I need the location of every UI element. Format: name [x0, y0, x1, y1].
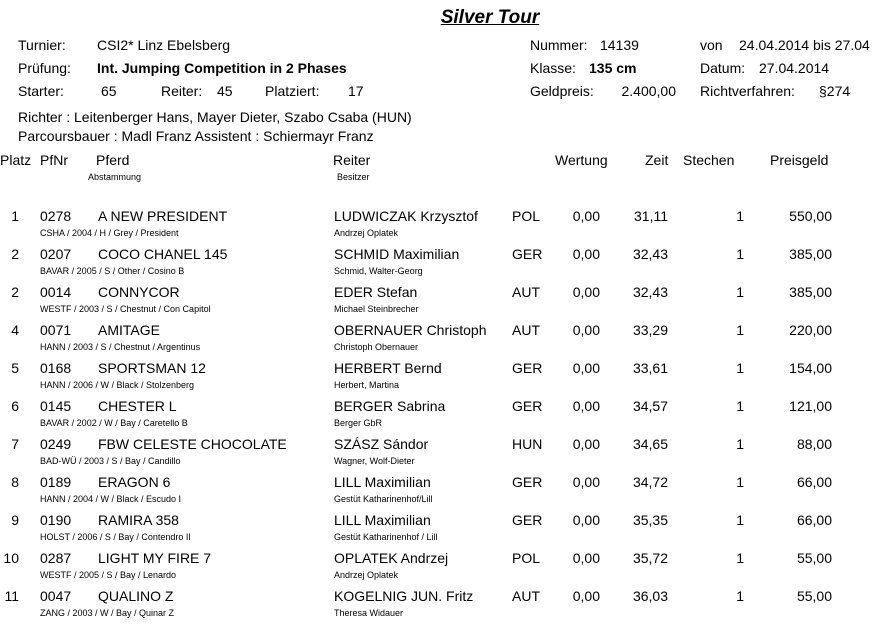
parcours-line: Parcoursbauer : Madl Franz Assistent : Schiermayr Franz [18, 128, 374, 144]
nummer-label: Nummer: [530, 37, 588, 53]
reiter-cell: KOGELNIG JUN. Fritz [334, 588, 474, 604]
pferd-cell: QUALINO Z [98, 588, 174, 604]
pfnr-cell: 0278 [40, 208, 72, 224]
pfnr-cell: 0168 [40, 360, 72, 376]
zeit-cell: 35,72 [632, 550, 668, 566]
stechen-cell: 1 [736, 474, 744, 490]
header-besitzer: Besitzer [337, 172, 370, 182]
wertung-cell: 0,00 [572, 360, 600, 376]
zeit-cell: 35,35 [632, 512, 668, 528]
platz-cell: 4 [11, 322, 19, 338]
pferd-cell: ERAGON 6 [98, 474, 171, 490]
pferd-cell: CHESTER L [98, 398, 177, 414]
besitzer-cell: Herbert, Martina [334, 380, 400, 390]
pferd-cell: CONNYCOR [98, 284, 180, 300]
reiter-cell: HERBERT Bernd [334, 360, 442, 376]
platz-cell: 9 [11, 512, 19, 528]
header-stechen: Stechen [683, 152, 735, 168]
table-row [0, 284, 877, 322]
header-abstammung: Abstammung [88, 172, 142, 182]
zeit-cell: 31,11 [634, 208, 668, 224]
table-row [0, 246, 877, 284]
richter-line: Richter : Leitenberger Hans, Mayer Dieter, Szabo Csaba (HUN) [18, 109, 412, 125]
zeit-cell: 34,65 [632, 436, 668, 452]
abstammung-cell: WESTF / 2003 / S / Chestnut / Con Capitol [40, 304, 211, 314]
preisgeld-cell: 55,00 [796, 550, 832, 566]
preisgeld-cell: 121,00 [789, 398, 832, 414]
pferd-cell: SPORTSMAN 12 [98, 360, 206, 376]
zeit-cell: 36,03 [632, 588, 668, 604]
header-preisgeld: Preisgeld [770, 152, 829, 168]
besitzer-cell: Andrzej Oplatek [334, 570, 399, 580]
pferd-cell: COCO CHANEL 145 [98, 246, 228, 262]
platz-cell: 2 [11, 284, 19, 300]
reiter-cell: LILL Maximilian [334, 512, 431, 528]
platz-cell: 8 [11, 474, 19, 490]
nummer-value: 14139 [600, 37, 639, 53]
nation-cell: AUT [512, 588, 540, 604]
abstammung-cell: BAD-WÜ / 2003 / S / Bay / Candillo [40, 456, 181, 466]
wertung-cell: 0,00 [572, 208, 600, 224]
wertung-cell: 0,00 [572, 246, 600, 262]
starter-value: 65 [101, 83, 117, 99]
nation-cell: GER [512, 398, 543, 414]
platz-cell: 6 [11, 398, 19, 414]
besitzer-cell: Christoph Obernauer [334, 342, 419, 352]
platziert-value: 17 [348, 83, 364, 99]
nation-cell: GER [512, 246, 543, 262]
wertung-cell: 0,00 [572, 322, 600, 338]
geldpreis-label: Geldpreis: [530, 83, 594, 99]
pfnr-cell: 0145 [40, 398, 72, 414]
reiter-cell: BERGER Sabrina [334, 398, 446, 414]
stechen-cell: 1 [736, 550, 744, 566]
platz-cell: 10 [3, 550, 19, 566]
starter-label: Starter: [18, 83, 64, 99]
pfnr-cell: 0071 [40, 322, 72, 338]
besitzer-cell: Berger GbR [334, 418, 383, 428]
besitzer-cell: Andrzej Oplatek [334, 228, 399, 238]
preisgeld-cell: 385,00 [789, 284, 832, 300]
turnier-value: CSI2* Linz Ebelsberg [97, 37, 231, 53]
preisgeld-cell: 220,00 [789, 322, 832, 338]
wertung-cell: 0,00 [572, 588, 600, 604]
zeit-cell: 33,29 [632, 322, 668, 338]
von-value: 24.04.2014 bis 27.04 [739, 37, 870, 53]
pfnr-cell: 0190 [40, 512, 72, 528]
besitzer-cell: Schmid, Walter-Georg [334, 266, 423, 276]
reiter-cell: SZÁSZ Sándor [334, 436, 429, 452]
header-wertung: Wertung [555, 152, 608, 168]
wertung-cell: 0,00 [572, 436, 600, 452]
preisgeld-cell: 154,00 [789, 360, 832, 376]
pfnr-cell: 0014 [40, 284, 72, 300]
nation-cell: GER [512, 512, 543, 528]
reiter-cell: OPLATEK Andrzej [334, 550, 449, 566]
platziert-label: Platziert: [265, 83, 320, 99]
header-zeit: Zeit [645, 152, 669, 168]
abstammung-cell: HANN / 2006 / W / Black / Stolzenberg [40, 380, 195, 390]
reiter-cell: LUDWICZAK Krzysztof [334, 208, 478, 224]
pferd-cell: RAMIRA 358 [98, 512, 179, 528]
wertung-cell: 0,00 [572, 474, 600, 490]
zeit-cell: 32,43 [632, 284, 668, 300]
besitzer-cell: Theresa Widauer [334, 608, 404, 618]
abstammung-cell: BAVAR / 2005 / S / Other / Cosino B [40, 266, 185, 276]
geldpreis-value: 2.400,00 [621, 83, 676, 99]
turnier-label: Turnier: [18, 37, 66, 53]
abstammung-cell: WESTF / 2005 / S / Bay / Lenardo [40, 570, 177, 580]
zeit-cell: 34,72 [632, 474, 668, 490]
besitzer-cell: Wagner, Wolf-Dieter [334, 456, 415, 466]
abstammung-cell: ZANG / 2003 / W / Bay / Quinar Z [40, 608, 175, 618]
preisgeld-cell: 550,00 [789, 208, 832, 224]
pfnr-cell: 0047 [40, 588, 72, 604]
reiter-label: Reiter: [161, 83, 203, 99]
besitzer-cell: Gestüt Katharinenhof / Lill [334, 532, 438, 542]
header-platz: Platz [0, 152, 32, 168]
nation-cell: POL [512, 550, 541, 566]
abstammung-cell: HANN / 2003 / S / Chestnut / Argentinus [40, 342, 201, 352]
zeit-cell: 34,57 [632, 398, 668, 414]
platz-cell: 2 [11, 246, 19, 262]
table-row [0, 436, 877, 474]
nation-cell: HUN [512, 436, 543, 452]
stechen-cell: 1 [736, 322, 744, 338]
pruefung-label: Prüfung: [18, 60, 71, 76]
stechen-cell: 1 [736, 208, 744, 224]
stechen-cell: 1 [736, 436, 744, 452]
table-row [0, 550, 877, 588]
klasse-value: 135 cm [589, 60, 637, 76]
besitzer-cell: Michael Steinbrecher [334, 304, 419, 314]
von-label: von [700, 37, 723, 53]
stechen-cell: 1 [736, 512, 744, 528]
nation-cell: POL [512, 208, 541, 224]
reiter-value: 45 [217, 83, 233, 99]
pruefung-value: Int. Jumping Competition in 2 Phases [97, 60, 347, 76]
stechen-cell: 1 [736, 398, 744, 414]
nation-cell: GER [512, 474, 543, 490]
table-row [0, 512, 877, 550]
wertung-cell: 0,00 [572, 284, 600, 300]
preisgeld-cell: 385,00 [789, 246, 832, 262]
reiter-cell: EDER Stefan [334, 284, 418, 300]
richtverfahren-label: Richtverfahren: [700, 83, 795, 99]
platz-cell: 1 [11, 208, 19, 224]
nation-cell: AUT [512, 284, 540, 300]
preisgeld-cell: 66,00 [796, 474, 832, 490]
platz-cell: 11 [4, 588, 19, 604]
zeit-cell: 33,61 [632, 360, 668, 376]
nation-cell: AUT [512, 322, 540, 338]
wertung-cell: 0,00 [572, 550, 600, 566]
stechen-cell: 1 [736, 360, 744, 376]
stechen-cell: 1 [736, 284, 744, 300]
nation-cell: GER [512, 360, 543, 376]
abstammung-cell: HANN / 2004 / W / Black / Escudo I [40, 494, 182, 504]
header-reiter: Reiter [333, 152, 371, 168]
preisgeld-cell: 88,00 [796, 436, 832, 452]
abstammung-cell: CSHA / 2004 / H / Grey / President [40, 228, 179, 238]
klasse-label: Klasse: [530, 60, 576, 76]
reiter-cell: SCHMID Maximilian [334, 246, 460, 262]
pfnr-cell: 0249 [40, 436, 72, 452]
page-title: Silver Tour [440, 7, 540, 28]
pfnr-cell: 0287 [40, 550, 72, 566]
wertung-cell: 0,00 [572, 512, 600, 528]
reiter-cell: OBERNAUER Christoph [334, 322, 487, 338]
preisgeld-cell: 66,00 [796, 512, 832, 528]
abstammung-cell: BAVAR / 2002 / W / Bay / Caretello B [40, 418, 188, 428]
datum-value: 27.04.2014 [759, 60, 830, 76]
reiter-cell: LILL Maximilian [334, 474, 431, 490]
table-row [0, 398, 877, 436]
abstammung-cell: HOLST / 2006 / S / Bay / Contendro II [40, 532, 191, 542]
stechen-cell: 1 [736, 246, 744, 262]
platz-cell: 7 [11, 436, 19, 452]
pfnr-cell: 0189 [40, 474, 72, 490]
zeit-cell: 32,43 [632, 246, 668, 262]
pferd-cell: AMITAGE [98, 322, 160, 338]
wertung-cell: 0,00 [572, 398, 600, 414]
richtverfahren-value: §274 [819, 83, 851, 99]
table-row [0, 588, 877, 626]
table-row [0, 360, 877, 398]
table-row [0, 208, 877, 246]
header-pfnr: PfNr [40, 152, 68, 168]
platz-cell: 5 [11, 360, 19, 376]
stechen-cell: 1 [736, 588, 744, 604]
header-pferd: Pferd [96, 152, 130, 168]
pferd-cell: LIGHT MY FIRE 7 [98, 550, 212, 566]
table-row [0, 322, 877, 360]
datum-label: Datum: [700, 60, 746, 76]
pferd-cell: A NEW PRESIDENT [98, 208, 228, 224]
pferd-cell: FBW CELESTE CHOCOLATE [98, 436, 287, 452]
preisgeld-cell: 55,00 [796, 588, 832, 604]
besitzer-cell: Gestüt Katharinenhof/Lill [334, 494, 433, 504]
table-row [0, 474, 877, 512]
pfnr-cell: 0207 [40, 246, 72, 262]
